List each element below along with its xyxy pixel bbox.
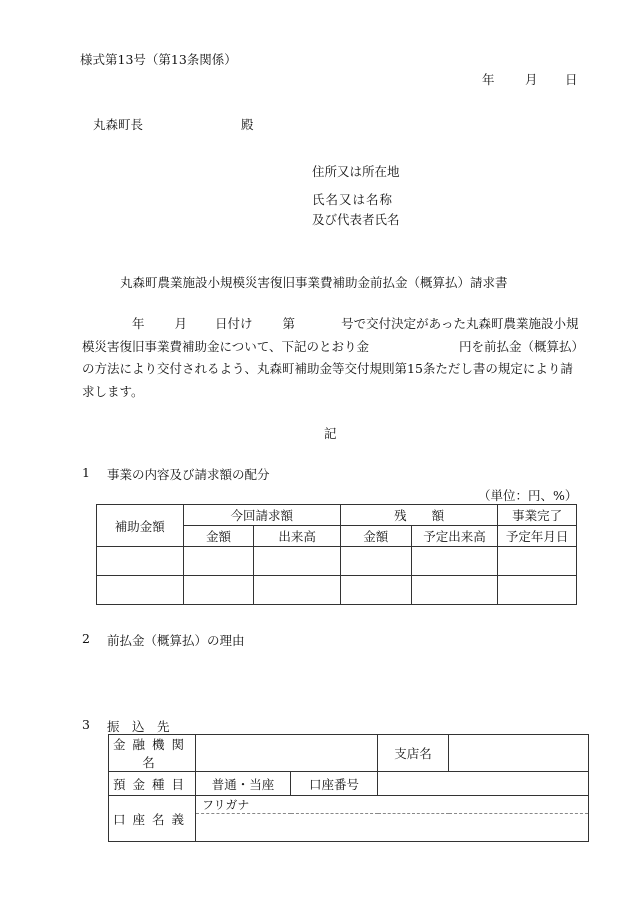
- sub-planned: 予定出来高: [411, 526, 498, 547]
- sub-amount-2: 金額: [340, 526, 411, 547]
- account-holder-label: 口座名義: [109, 796, 196, 842]
- table-cell[interactable]: [254, 576, 341, 605]
- bank-name-label: 金融機関名: [109, 735, 196, 772]
- date-day: 日: [565, 72, 578, 87]
- col-remaining: 残 額: [340, 505, 497, 526]
- date-month: 月: [525, 72, 538, 87]
- address-label: 住所又は所在地: [312, 164, 400, 179]
- table-cell[interactable]: [340, 576, 411, 605]
- section3-heading: 振 込 先: [107, 719, 170, 734]
- body-number-prefix: 第: [282, 316, 296, 331]
- date-year: 年: [482, 72, 495, 87]
- branch-label: 支店名: [378, 735, 449, 772]
- table-cell[interactable]: [411, 547, 498, 576]
- account-number-field[interactable]: [378, 772, 589, 796]
- body-day: 日付け: [215, 316, 253, 331]
- unit-label: （単位：円、%）: [478, 488, 578, 503]
- col-subsidy: 補助金額: [97, 505, 184, 547]
- account-number-label: 口座番号: [291, 772, 378, 796]
- table-cell[interactable]: [340, 547, 411, 576]
- body-month: 月: [174, 316, 188, 331]
- name-label: 氏名又は名称: [312, 192, 394, 207]
- account-holder-field[interactable]: [196, 814, 589, 842]
- addressee-honorific: 殿: [241, 117, 254, 132]
- branch-field[interactable]: [449, 735, 589, 772]
- table-cell[interactable]: [411, 576, 498, 605]
- form-number: 様式第13号（第13条関係）: [80, 52, 237, 67]
- section2-heading: 前払金（概算払）の理由: [107, 633, 245, 648]
- col-completion-bottom: 予定年月日: [498, 526, 577, 547]
- col-current: 今回請求額: [183, 505, 340, 526]
- bank-table: [108, 734, 589, 842]
- table-cell[interactable]: [97, 547, 184, 576]
- claim-table: [96, 504, 577, 605]
- section1-heading: 事業の内容及び請求額の配分: [107, 467, 270, 482]
- document-title: 丸森町農業施設小規模災害復旧事業費補助金前払金（概算払）請求書: [120, 275, 508, 290]
- table-cell[interactable]: [254, 547, 341, 576]
- body-paragraph: [82, 313, 582, 403]
- body-text-1: 号で交付決定があった丸森町農業施設小規模災害復旧事業費補助金について、下記のとおり金: [82, 316, 579, 354]
- section1-number: 1: [82, 465, 90, 480]
- deposit-type-label: 預金種目: [109, 772, 196, 796]
- section3-number: 3: [82, 717, 90, 732]
- deposit-type-value: 普通・当座: [196, 772, 291, 796]
- bank-name-field[interactable]: [196, 735, 378, 772]
- body-text-2: 円を前払金（概算払）の方法により交付されるよう、丸森町補助金等交付規則第15条ただし書の規定により請求します。: [82, 338, 578, 399]
- body-year: 年: [132, 316, 145, 331]
- section2-number: 2: [82, 631, 90, 646]
- sub-amount-1: 金額: [183, 526, 254, 547]
- table-cell[interactable]: [183, 576, 254, 605]
- sub-progress: 出来高: [254, 526, 341, 547]
- table-cell[interactable]: [183, 547, 254, 576]
- ki-heading: 記: [324, 426, 337, 441]
- addressee-name: 丸森町長: [93, 117, 144, 132]
- furigana-label: フリガナ: [196, 796, 589, 814]
- table-cell[interactable]: [97, 576, 184, 605]
- representative-label: 及び代表者氏名: [312, 212, 400, 227]
- table-cell[interactable]: [498, 547, 577, 576]
- col-completion-top: 事業完了: [498, 505, 577, 526]
- table-cell[interactable]: [498, 576, 577, 605]
